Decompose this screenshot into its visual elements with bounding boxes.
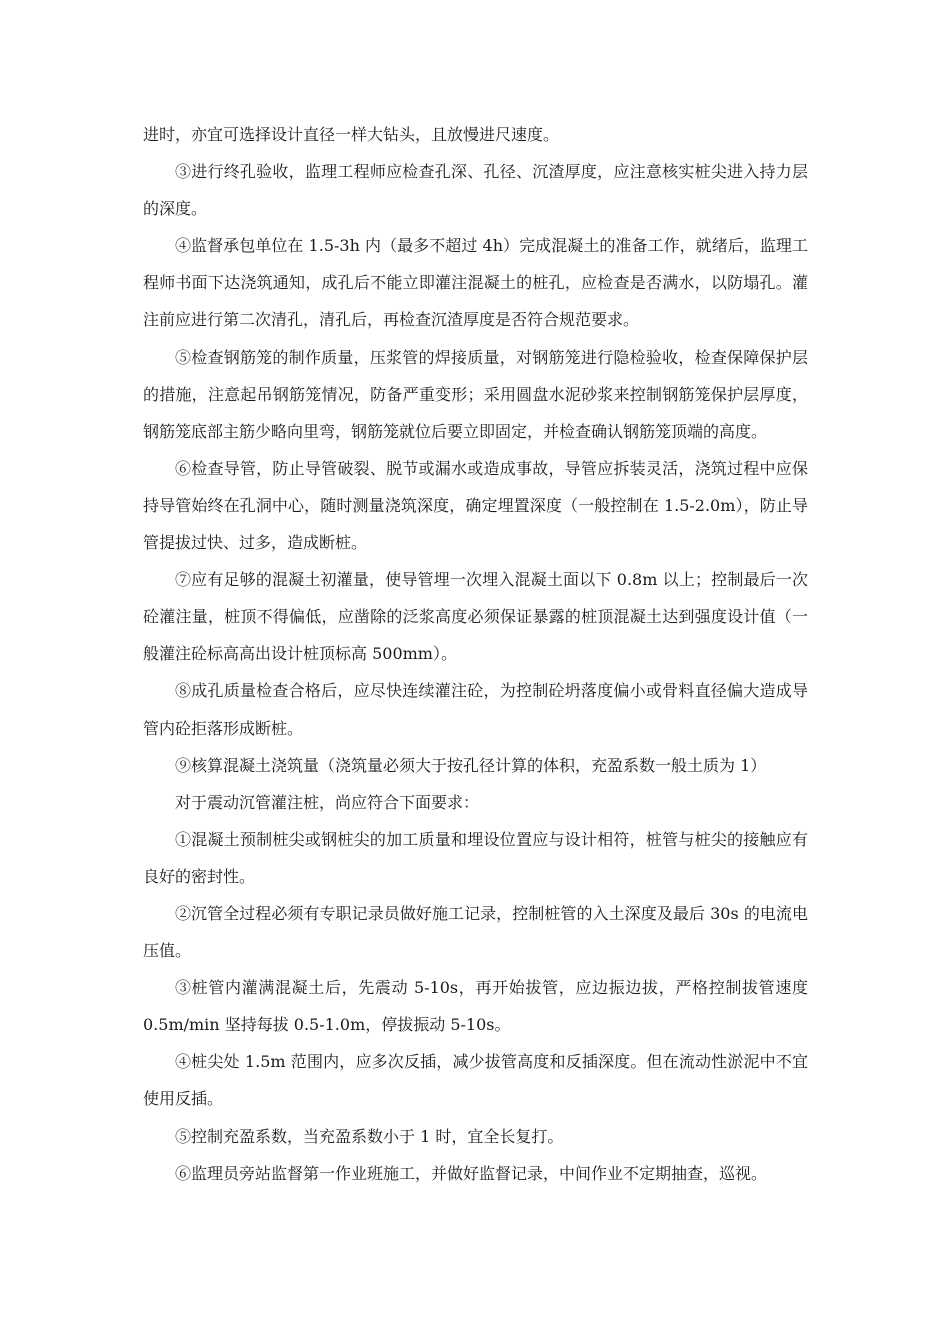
- paragraph-supervision: ⑥监理员旁站监督第一作业班施工，并做好监督记录，中间作业不定期抽查，巡视。: [175, 1163, 768, 1183]
- paragraph-concrete-preparation: ④监督承包单位在 1.5-3h 内（最多不超过 4h）完成混凝土的准备工作，就绪后，监理工程师书面下达浇筑通知，成孔后不能立即灌注混凝土的桩孔，应检查是否满水，以防塌孔。灌注前应进行第二次清孔，清孔后，再检查沉渣厚度是否符合规范要求。: [143, 236, 808, 330]
- paragraph-tremie-pipe: ⑥检查导管，防止导管破裂、脱节或漏水或造成事故，导管应拆装灵活，浇筑过程中应保持导管始终在孔洞中心，随时测量浇筑深度，确定埋置深度（一般控制在 1.5-2.0m），防止导管提拔过快、过多，造成断桩。: [143, 458, 808, 553]
- document-body: [143, 116, 808, 1192]
- paragraph-continuous-pour: ⑧成孔质量检查合格后，应尽快连续灌注砼，为控制砼坍落度偏小或骨料直径偏大造成导管内砼拒落形成断桩。: [143, 681, 808, 738]
- paragraph-pour-volume: ⑨核算混凝土浇筑量（浇筑量必须大于按孔径计算的体积，充盈系数一般土质为 1）: [175, 755, 767, 775]
- paragraph-vibro-pile-tip: ①混凝土预制桩尖或钢桩尖的加工质量和埋设位置应与设计相符，桩管与桩尖的接触应有良好的密封性。: [143, 829, 808, 886]
- paragraph-initial-pour: ⑦应有足够的混凝土初灌量，使导管埋一次埋入混凝土面以下 0.8m 以上；控制最后一次砼灌注量，桩顶不得偏低，应凿除的泛浆高度必须保证暴露的桩顶混凝土达到强度设计值（一般灌注砼标高高出设计桩顶标高 500mm）。: [143, 570, 808, 664]
- paragraph-continuation: 进时，亦宜可选择设计直径一样大钻头，且放慢进尺速度。: [143, 125, 560, 144]
- paragraph-vibro-records: ②沉管全过程必须有专职记录员做好施工记录，控制桩管的入土深度及最后 30s 的电流电压值。: [143, 903, 808, 961]
- paragraph-vibro-reinsertion: ④桩尖处 1.5m 范围内，应多次反插，减少拔管高度和反插深度。但在流动性淤泥中不宜使用反插。: [143, 1052, 808, 1109]
- paragraph-rebar-cage: ⑤检查钢筋笼的制作质量，压浆管的焊接质量，对钢筋笼进行隐检验收，检查保障保护层的措施，注意起吊钢筋笼情况，防备严重变形；采用圆盘水泥砂浆来控制钢筋笼保护层厚度，钢筋笼底部主筋少略向里弯，钢筋笼就位后要立即固定，并检查确认钢筋笼顶端的高度。: [143, 347, 808, 441]
- paragraph-final-hole-inspection: ③进行终孔验收，监理工程师应检查孔深、孔径、沉渣厚度，应注意核实桩尖进入持力层的深度。: [143, 162, 808, 219]
- paragraph-fill-factor: ⑤控制充盈系数，当充盈系数小于 1 时，宜全长复打。: [175, 1126, 564, 1146]
- paragraph-vibro-intro: 对于震动沉管灌注桩，尚应符合下面要求：: [175, 792, 480, 812]
- paragraph-vibro-extraction: ③桩管内灌满混凝土后，先震动 5-10s，再开始拔管，应边振边拔，严格控制拔管速度 0.5m/min 坚持每拔 0.5-1.0m，停拔振动 5-10s。: [143, 978, 808, 1035]
